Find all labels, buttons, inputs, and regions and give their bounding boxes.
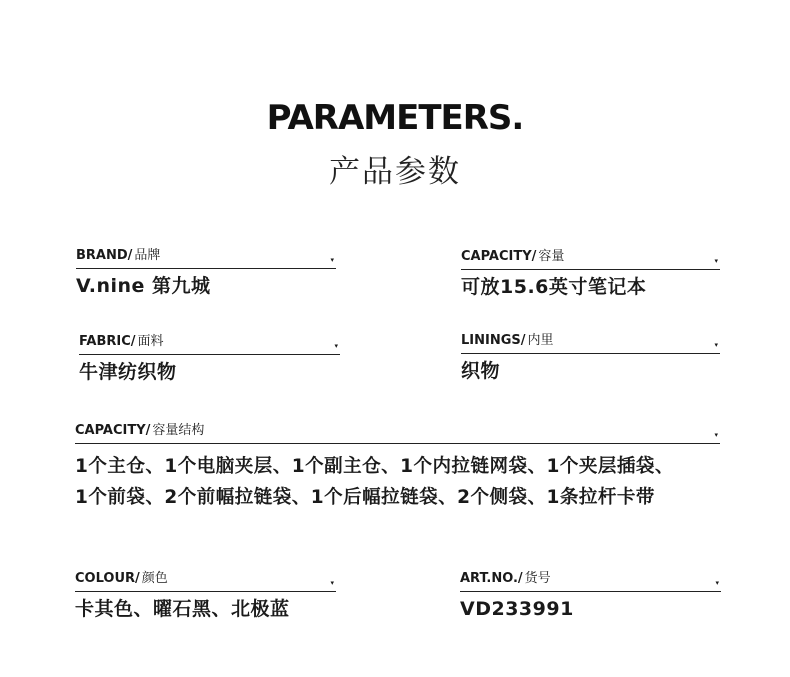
capacity-field [461, 249, 720, 300]
article-value: VD233991 [460, 598, 574, 620]
structure-line: 1个前袋、2个前幅拉链袋、1个后幅拉链袋、2个侧袋、1条拉杆卡带 [75, 487, 655, 508]
brand-field [76, 248, 336, 299]
capacity-value: 可放15.6英寸笔记本 [461, 276, 647, 298]
fabric-header [79, 334, 340, 355]
capacity-label: CAPACITY/ [461, 249, 537, 264]
fabric-value: 牛津纺织物 [79, 361, 177, 383]
article-sublabel: 货号 [524, 571, 551, 586]
article-header [460, 571, 721, 592]
brand-value: V.nine 第九城 [76, 275, 211, 297]
capacity-header [461, 249, 720, 270]
linings-field [461, 333, 720, 384]
article-field [460, 571, 721, 622]
dropdown-arrow-icon: ▾ [715, 579, 719, 587]
dropdown-arrow-icon: ▾ [714, 341, 718, 349]
colour-label: COLOUR/ [75, 571, 140, 586]
colour-sublabel: 颜色 [141, 571, 168, 586]
structure-field [75, 423, 720, 513]
structure-sublabel: 容量结构 [152, 423, 205, 438]
brand-label: BRAND/ [76, 248, 133, 263]
structure-label: CAPACITY/ [75, 423, 151, 438]
dropdown-arrow-icon: ▾ [330, 256, 334, 264]
brand-header [76, 248, 336, 269]
structure-line: 1个主仓、1个电脑夹层、1个副主仓、1个内拉链网袋、1个夹层插袋、 [75, 456, 674, 477]
linings-value: 织物 [461, 360, 501, 382]
colour-header [75, 571, 336, 592]
fabric-field [79, 334, 340, 385]
fabric-label: FABRIC/ [79, 334, 136, 349]
structure-header [75, 423, 720, 444]
brand-sublabel: 品牌 [134, 248, 161, 263]
page-subtitle: 产品参数 [329, 154, 461, 190]
dropdown-arrow-icon: ▾ [714, 257, 718, 265]
linings-header [461, 333, 720, 354]
linings-sublabel: 内里 [527, 333, 554, 348]
dropdown-arrow-icon: ▾ [330, 579, 334, 587]
article-label: ART.NO./ [460, 571, 523, 586]
colour-field [75, 571, 336, 622]
linings-label: LININGS/ [461, 333, 526, 348]
colour-value: 卡其色、曜石黑、北极蓝 [75, 598, 290, 620]
dropdown-arrow-icon: ▾ [714, 431, 718, 439]
capacity-sublabel: 容量 [538, 249, 565, 264]
fabric-sublabel: 面料 [137, 334, 164, 349]
page-title: PARAMETERS. [266, 98, 524, 138]
dropdown-arrow-icon: ▾ [334, 342, 338, 350]
structure-value [75, 451, 720, 513]
